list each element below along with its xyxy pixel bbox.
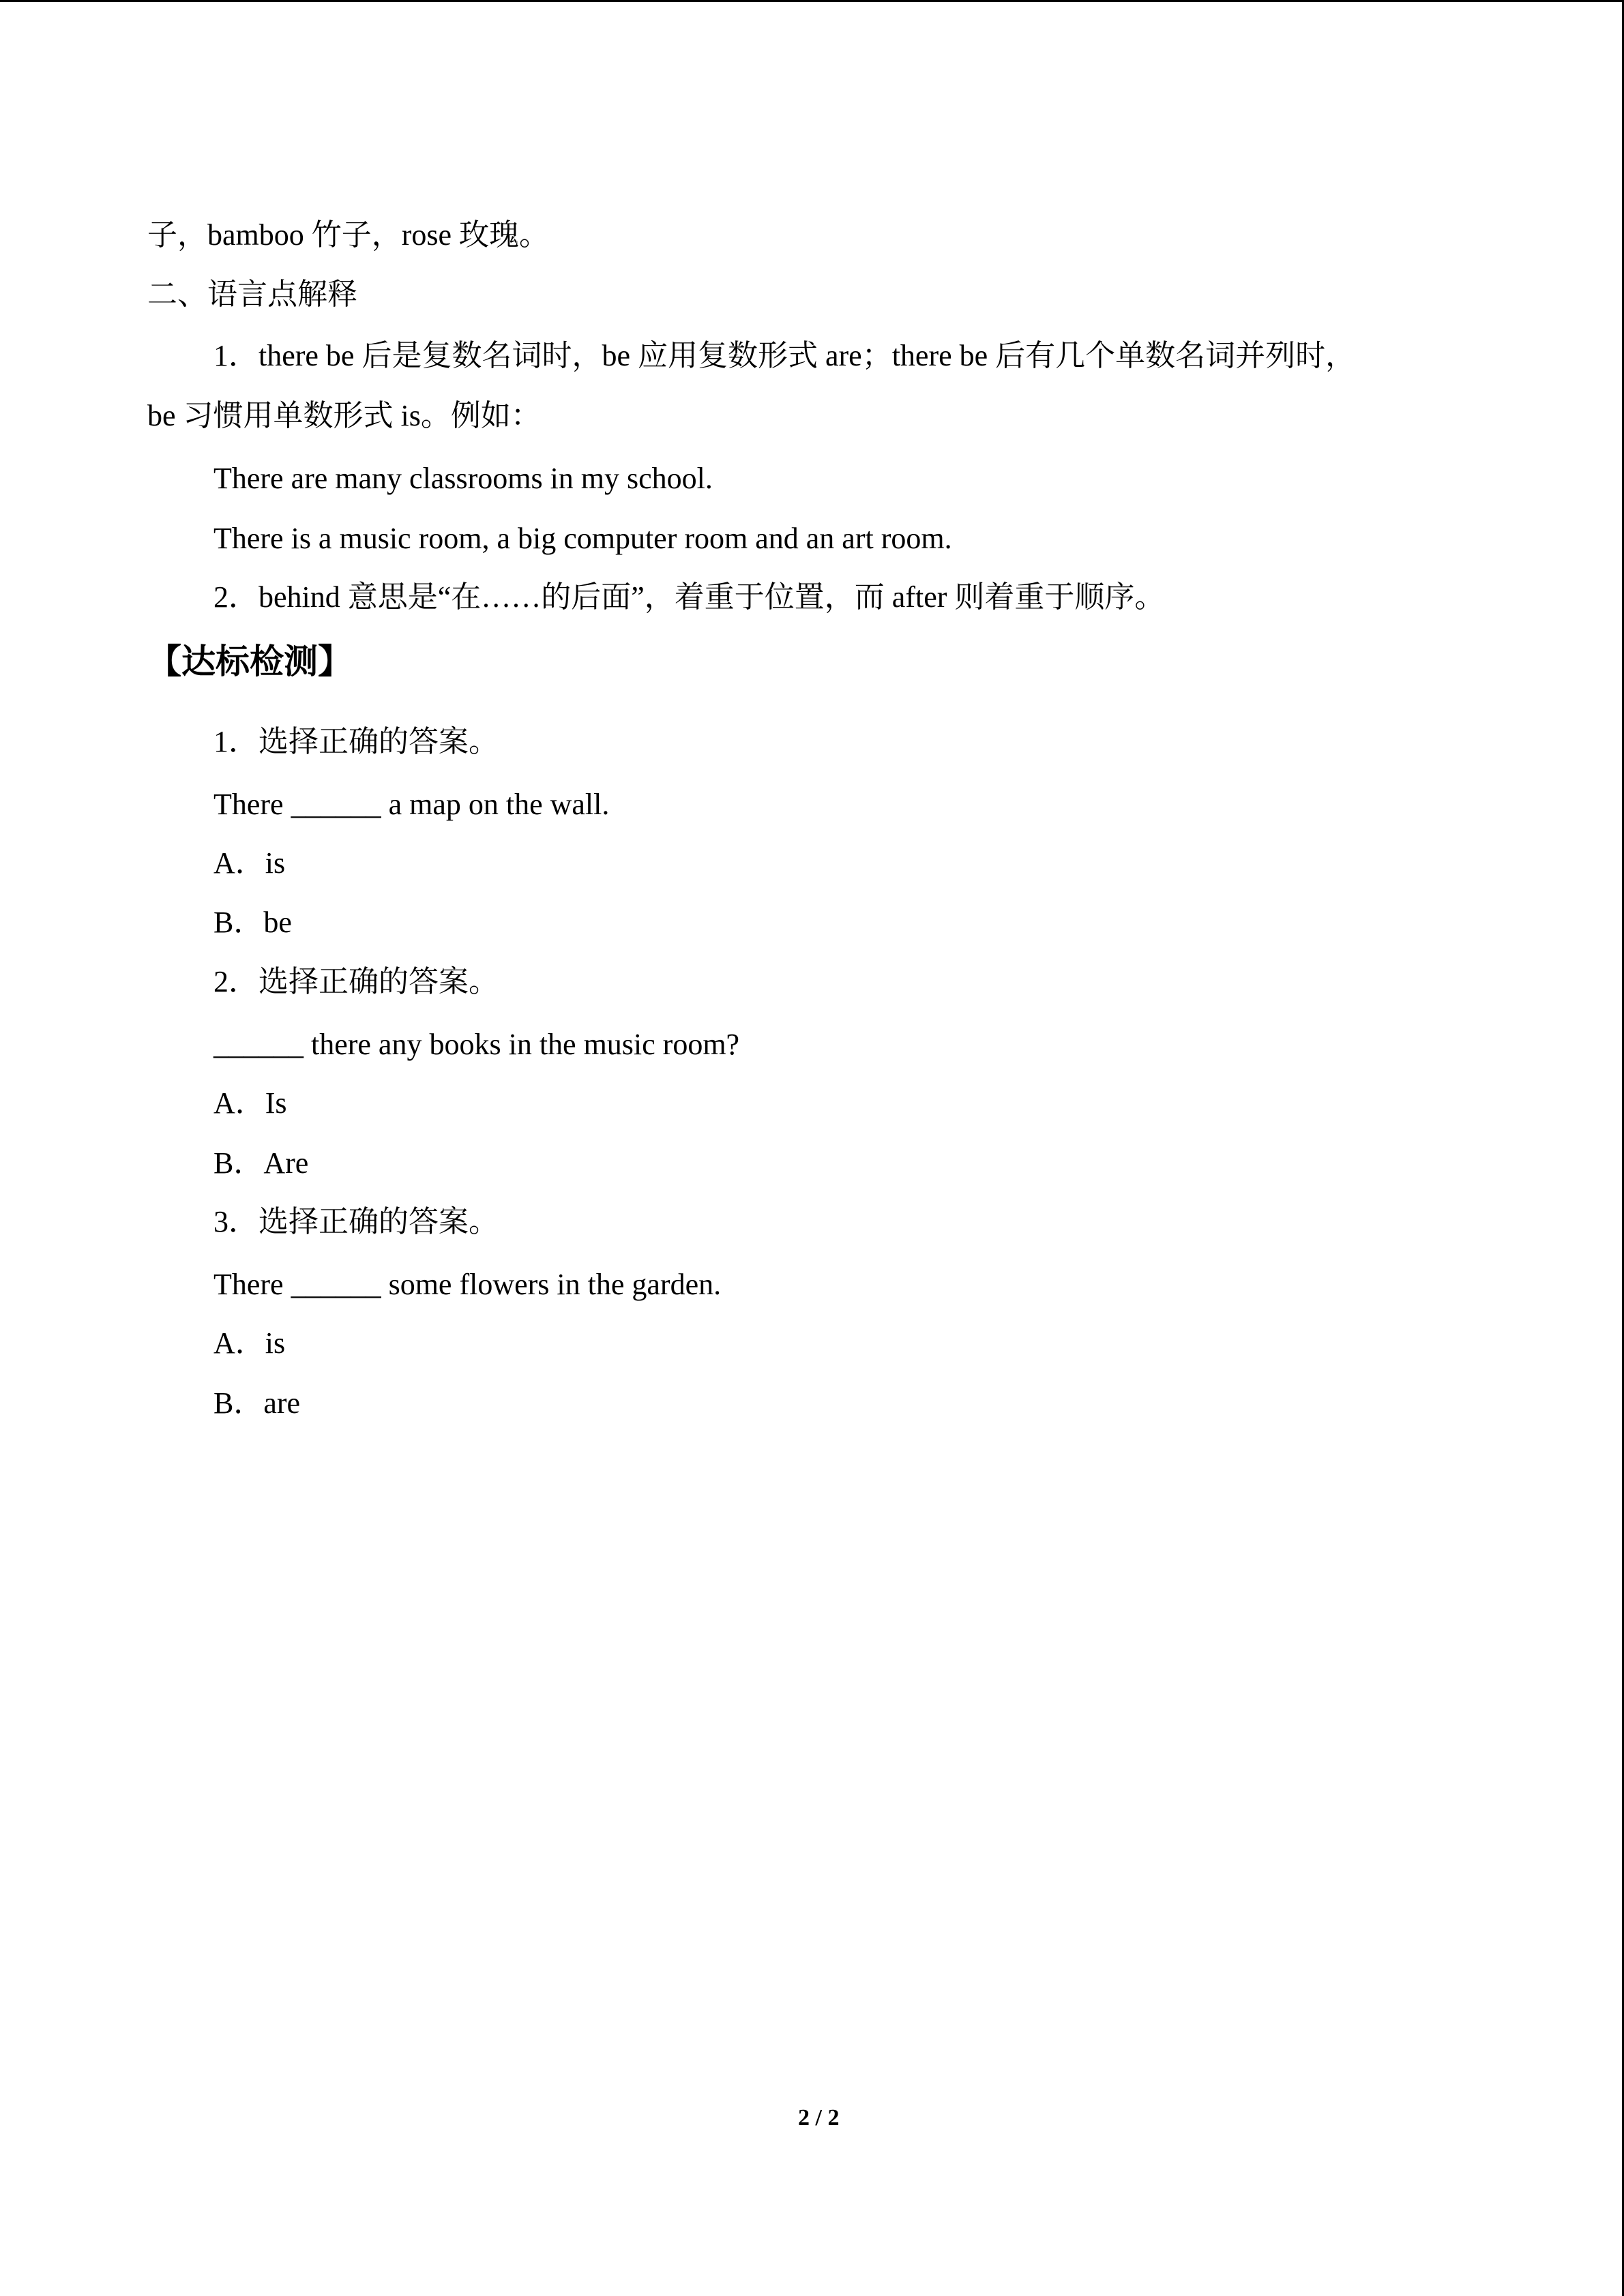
- question-sentence: There ______ some flowers in the garden.: [213, 1268, 722, 1301]
- language-point-1-continued: be 习惯用单数形式 is。例如：: [147, 399, 541, 432]
- top-border: [0, 0, 1624, 2]
- section-heading-practice: 【达标检测】: [147, 642, 352, 681]
- option-b: B．be: [213, 906, 292, 939]
- question-sentence: ______ there any books in the music room?: [213, 1028, 740, 1061]
- question-sentence: There ______ a map on the wall.: [213, 788, 610, 821]
- option-a: A．Is: [213, 1086, 287, 1120]
- continued-vocabulary-line: 子，bamboo 竹子，rose 玫瑰。: [147, 218, 550, 252]
- option-a: A．is: [213, 846, 286, 880]
- option-a: A．is: [213, 1326, 286, 1360]
- example-sentence-1: There are many classrooms in my school.: [213, 462, 713, 495]
- question-prompt: 2．选择正确的答案。: [213, 965, 499, 998]
- question-prompt: 3．选择正确的答案。: [213, 1205, 499, 1238]
- section-title-language-points: 二、语言点解释: [147, 278, 357, 311]
- option-b: B．Are: [213, 1146, 309, 1180]
- question-prompt: 1．选择正确的答案。: [213, 725, 499, 758]
- language-point-1: 1．there be 后是复数名词时，be 应用复数形式 are；there be 后有几个单数名词并列时，: [213, 339, 1356, 372]
- language-point-2: 2．behind 意思是“在……的后面”，着重于位置，而 after 则着重于顺序。: [213, 580, 1165, 614]
- page-number: 2 / 2: [798, 2105, 840, 2130]
- example-sentence-2: There is a music room, a big computer room and an art room.: [213, 522, 952, 555]
- option-b: B．are: [213, 1386, 301, 1420]
